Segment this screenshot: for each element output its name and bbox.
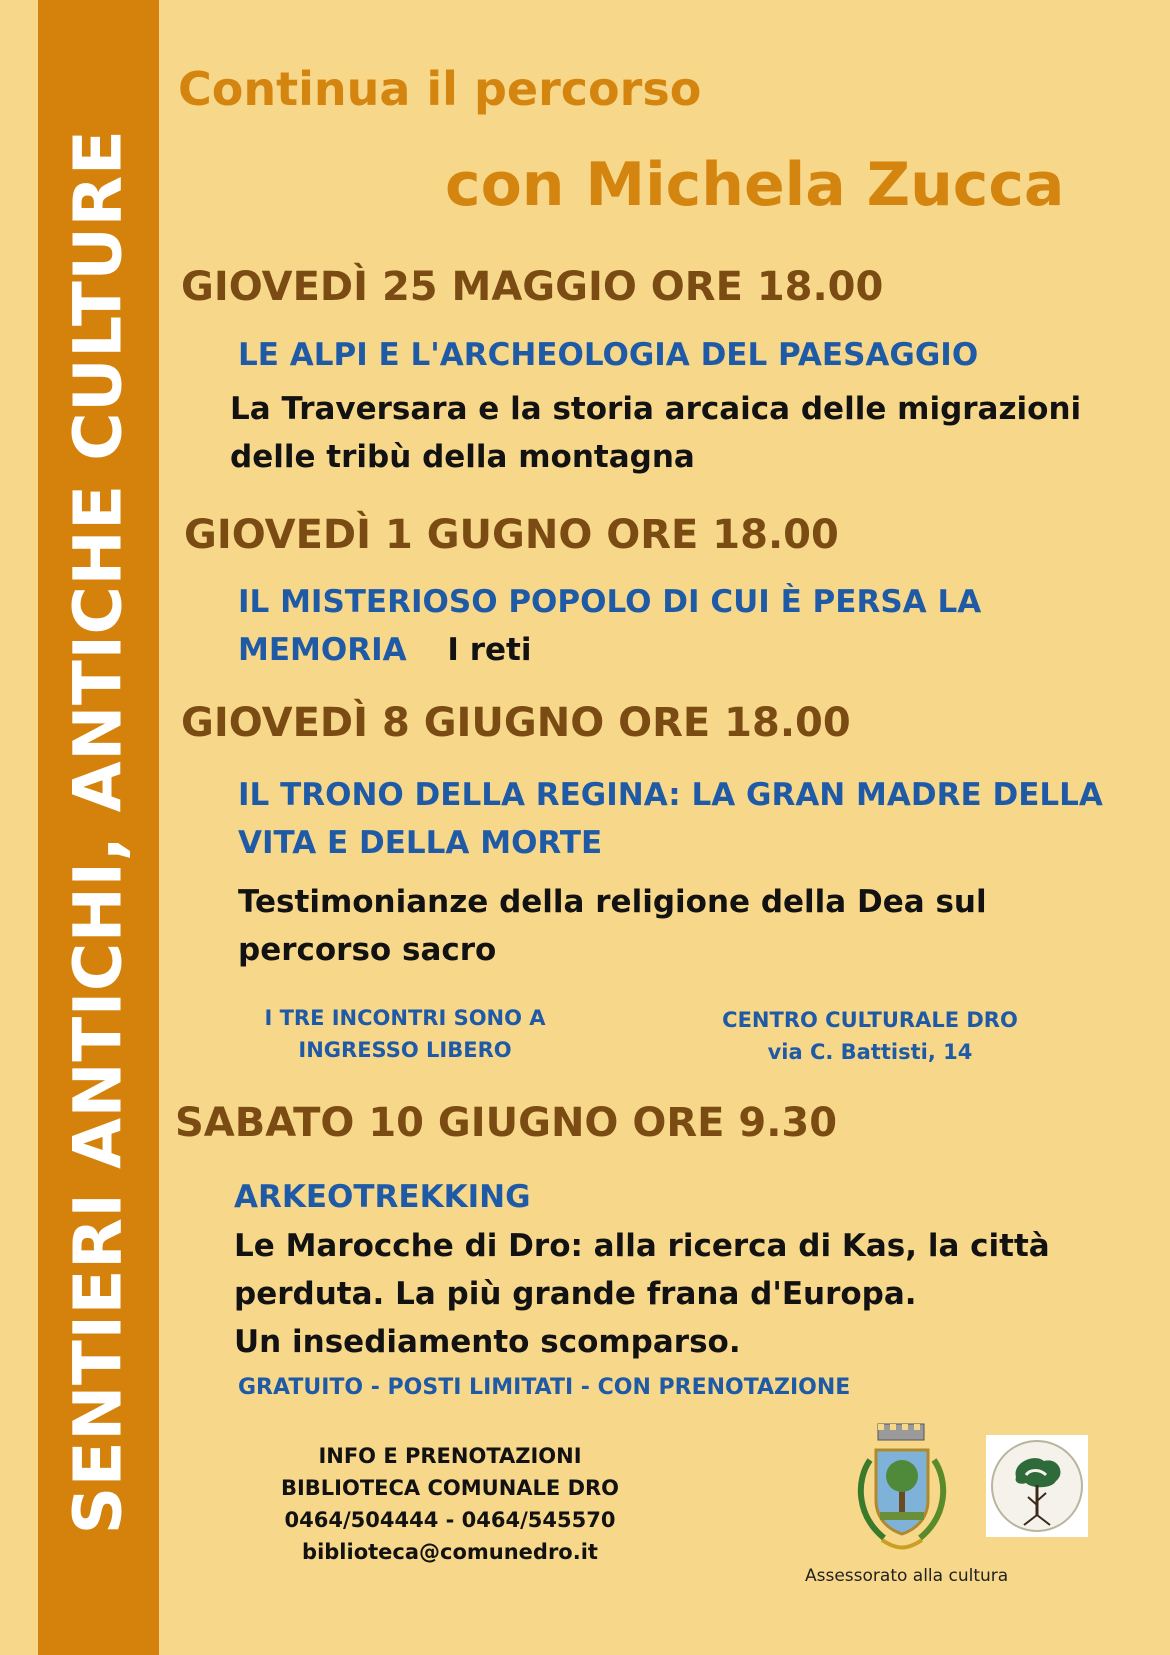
contact-heading: INFO E PRENOTAZIONI [318, 1444, 582, 1468]
contact-phones: 0464/504444 - 0464/545570 [284, 1508, 616, 1532]
footer-caption: Assessorato alla cultura [805, 1566, 1009, 1586]
free-entry-line-2: INGRESSO LIBERO [298, 1038, 512, 1062]
contact-library: BIBLIOTECA COMUNALE DRO [280, 1476, 620, 1500]
header-line-1: Continua il percorso [178, 62, 702, 116]
event-4-booking-note: GRATUITO - POSTI LIMITATI - CON PRENOTAZIONE [238, 1375, 851, 1400]
event-4-title: ARKEOTREKKING [234, 1179, 531, 1215]
event-4-date: SABATO 10 GIUGNO ORE 9.30 [175, 1100, 838, 1146]
coat-of-arms-logo [842, 1420, 962, 1564]
event-3-title-line-1: IL TRONO DELLA REGINA: LA GRAN MADRE DELLA [238, 777, 1103, 813]
contact-block [260, 1440, 640, 1568]
event-1-date: GIOVEDÌ 25 MAGGIO ORE 18.00 [181, 264, 884, 310]
contact-email[interactable]: biblioteca@comunedro.it [302, 1540, 598, 1564]
event-2-title-word: MEMORIA [238, 632, 407, 668]
header-line-2: con Michela Zucca [445, 150, 1065, 220]
free-entry-line-1: I TRE INCONTRI SONO A [264, 1006, 546, 1030]
venue-address: via C. Battisti, 14 [767, 1040, 973, 1064]
event-2-title-line-1: IL MISTERIOSO POPOLO DI CUI È PERSA LA [238, 584, 982, 620]
venue-name: CENTRO CULTURALE DRO [722, 1008, 1018, 1032]
event-1-desc-line-1: La Traversara e la storia arcaica delle migrazioni [230, 391, 1082, 427]
event-3-title-line-2: VITA E DELLA MORTE [238, 825, 603, 861]
event-4-desc-line-1: Le Marocche di Dro: alla ricerca di Kas, la città [234, 1228, 1050, 1264]
venue-info [690, 1004, 1050, 1068]
event-3-desc-line-2: percorso sacro [238, 932, 497, 968]
sidebar-title: SENTIERI ANTICHI, ANTICHE CULTURE [59, 129, 137, 1535]
event-1-desc-line-2: delle tribù della montagna [230, 439, 695, 475]
event-4-desc-line-3: Un insediamento scomparso. [234, 1324, 741, 1360]
event-2-title-suffix: I reti [447, 632, 532, 668]
tree-circle-logo [986, 1435, 1088, 1541]
event-1-title: LE ALPI E L'ARCHEOLOGIA DEL PAESAGGIO [238, 337, 979, 373]
event-3-date: GIOVEDÌ 8 GIUGNO ORE 18.00 [181, 700, 851, 746]
event-2-title-line-2 [238, 626, 532, 674]
event-4-desc-line-2: perduta. La più grande frana d'Europa. [234, 1276, 917, 1312]
free-entry-notice [220, 1002, 590, 1066]
event-2-date: GIOVEDÌ 1 GUGNO ORE 18.00 [184, 512, 839, 558]
event-3-desc-line-1: Testimonianze della religione della Dea sul [238, 884, 987, 920]
